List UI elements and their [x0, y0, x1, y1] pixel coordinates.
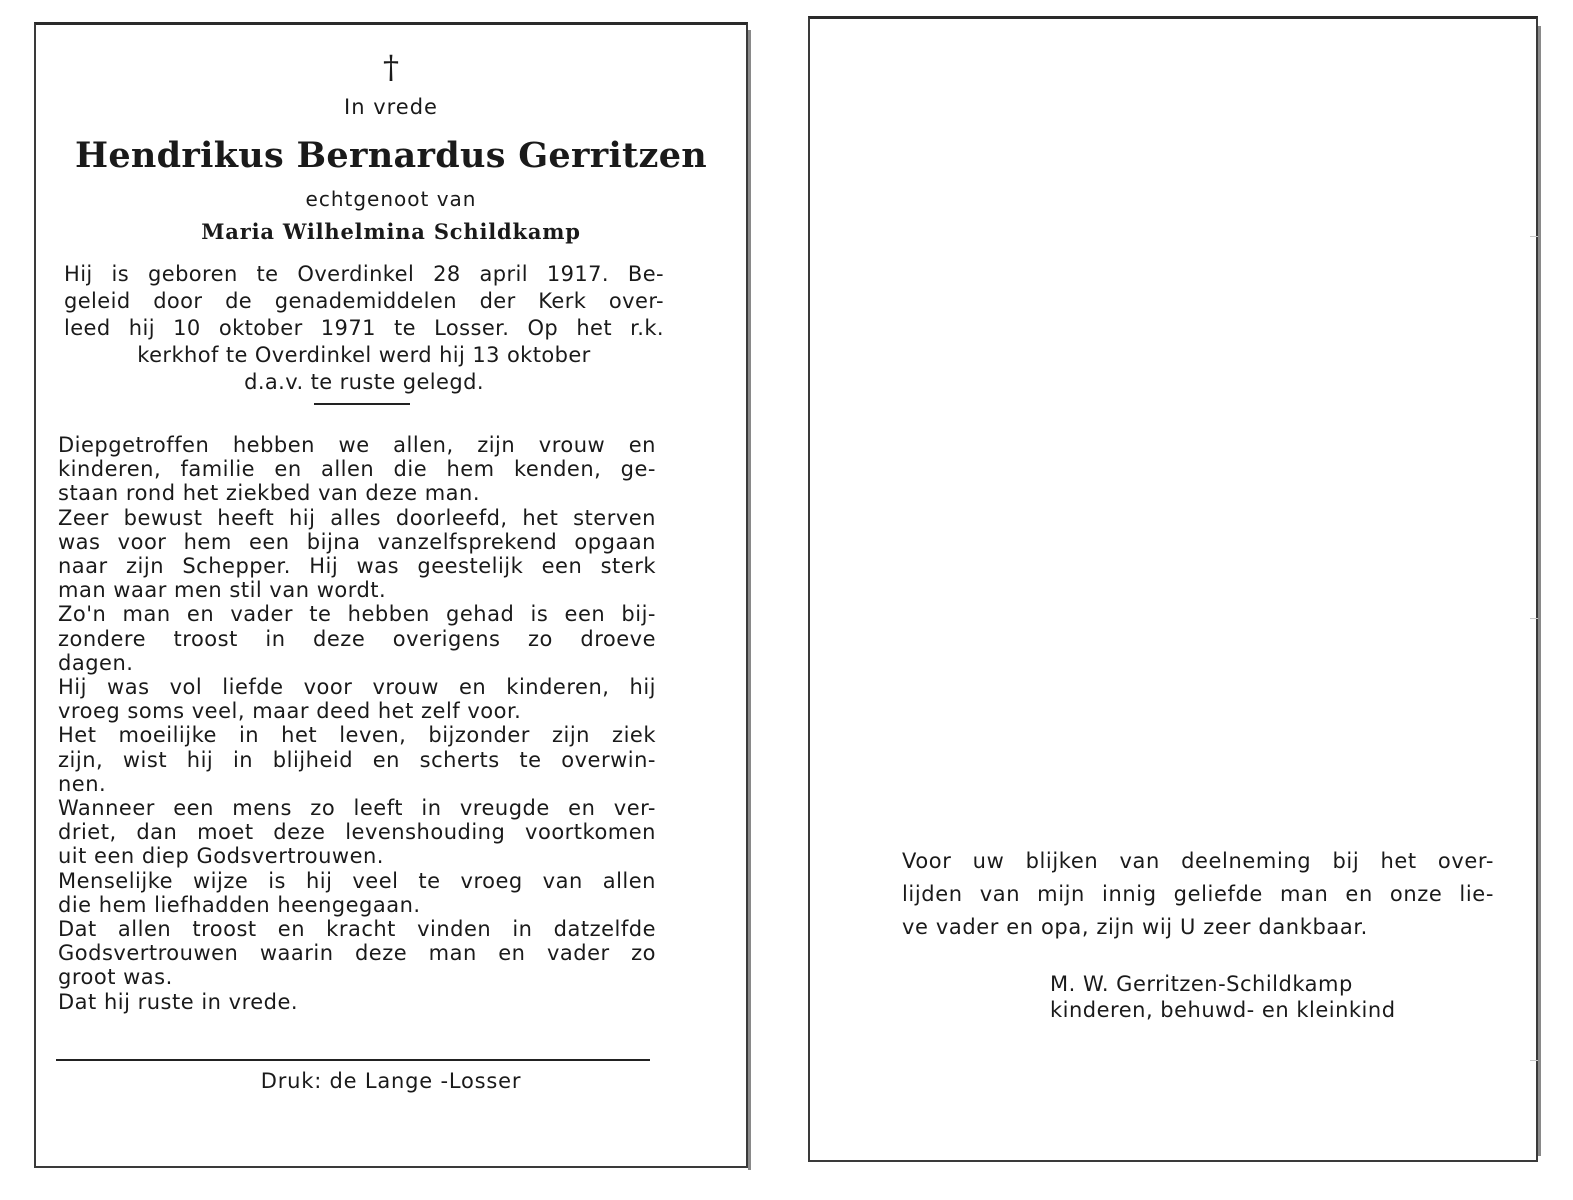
fold-mark: [1530, 618, 1538, 619]
deceased-name: Hendrikus Bernardus Gerritzen: [74, 135, 708, 176]
eulogy-line: naar zijn Schepper. Hij was geestelijk een sterk: [58, 554, 656, 579]
eulogy-line: driet, dan moet deze levenshouding voortkomen: [58, 820, 656, 845]
eulogy-line: man waar men stil van wordt.: [58, 578, 387, 603]
eulogy-line: dagen.: [58, 650, 134, 675]
memorial-card-back: [808, 16, 1538, 1162]
thanks-line: ve vader en opa, zijn wij U zeer dankbaar.: [902, 915, 1368, 939]
fold-mark: [1530, 236, 1538, 237]
bio-line: d.a.v. te ruste gelegd.: [244, 370, 484, 394]
eulogy-line: nen.: [58, 771, 107, 796]
eulogy-line: Dat allen troost en kracht vinden in datzelfde: [58, 917, 656, 942]
eulogy-line: Hij was vol liefde voor vrouw en kinderen, hij: [58, 675, 656, 700]
spouse-name: Maria Wilhelmina Schildkamp: [201, 219, 581, 244]
biography: [64, 261, 664, 396]
eulogy-line: staan rond het ziekbed van deze man.: [58, 481, 481, 506]
thanks-line: Voor uw blijken van deelneming bij het over-: [902, 849, 1494, 873]
eulogy-line: Wanneer een mens zo leeft in vreugde en ver-: [58, 796, 656, 821]
eulogy-line: zijn, wist hij in blijheid en scherts te overwin-: [58, 747, 656, 772]
eulogy-line: Zeer bewust heeft hij alles doorleefd, het sterven: [58, 505, 656, 530]
eulogy-line: Dat hij ruste in vrede.: [58, 989, 299, 1014]
eulogy-line: kinderen, familie en allen die hem kenden, ge-: [58, 457, 656, 482]
card-shadow-edge: [748, 30, 751, 1170]
eulogy-line: die hem liefhadden heengegaan.: [58, 892, 421, 917]
eulogy-line: was voor hem een bijna vanzelfsprekend opgaan: [58, 529, 656, 554]
eulogy-line: Zo'n man en vader te hebben gehad is een bij-: [58, 602, 656, 627]
eulogy-line: vroeg soms veel, maar deed het zelf voor.: [58, 699, 522, 724]
spouse-label: echtgenoot van: [305, 187, 477, 211]
bio-line: Hij is geboren te Overdinkel 28 april 1917. Be-: [64, 262, 664, 286]
memorial-card-front: [34, 22, 748, 1168]
eulogy-line: zondere troost in deze overigens zo droeve: [58, 626, 656, 651]
eulogy-line: groot was.: [58, 965, 173, 990]
bio-line: kerkhof te Overdinkel werd hij 13 oktober: [137, 343, 591, 367]
eulogy-line: Godsvertrouwen waarin deze man en vader zo: [58, 941, 656, 966]
thanks-line: lijden van mijn innig geliefde man en onze lie-: [902, 882, 1494, 906]
eulogy-line: uit een diep Godsvertrouwen.: [58, 844, 384, 869]
bio-line: leed hij 10 oktober 1971 te Losser. Op het r.k.: [64, 316, 664, 340]
card-shadow-edge: [1538, 26, 1541, 1156]
eulogy-line: Menselijke wijze is hij veel te vroeg van allen: [58, 868, 656, 893]
signature: [1050, 971, 1396, 1023]
eulogy-text: [58, 433, 656, 1014]
heading: In vrede: [344, 95, 438, 119]
eulogy-line: Het moeilijke in het leven, bijzonder zijn ziek: [58, 723, 656, 748]
cross-icon: †: [383, 48, 399, 86]
signature-line: kinderen, behuwd- en kleinkind: [1050, 998, 1396, 1022]
footer-divider: [56, 1059, 650, 1061]
bio-line: geleid door de genademiddelen der Kerk over-: [64, 289, 664, 313]
eulogy-line: Diepgetroffen hebben we allen, zijn vrouw en: [58, 433, 656, 457]
signature-line: M. W. Gerritzen-Schildkamp: [1050, 972, 1353, 996]
printer-credit: Druk: de Lange -Losser: [260, 1069, 522, 1093]
fold-mark: [1530, 1060, 1538, 1061]
divider: [314, 403, 410, 405]
thanks-text: [902, 845, 1494, 944]
